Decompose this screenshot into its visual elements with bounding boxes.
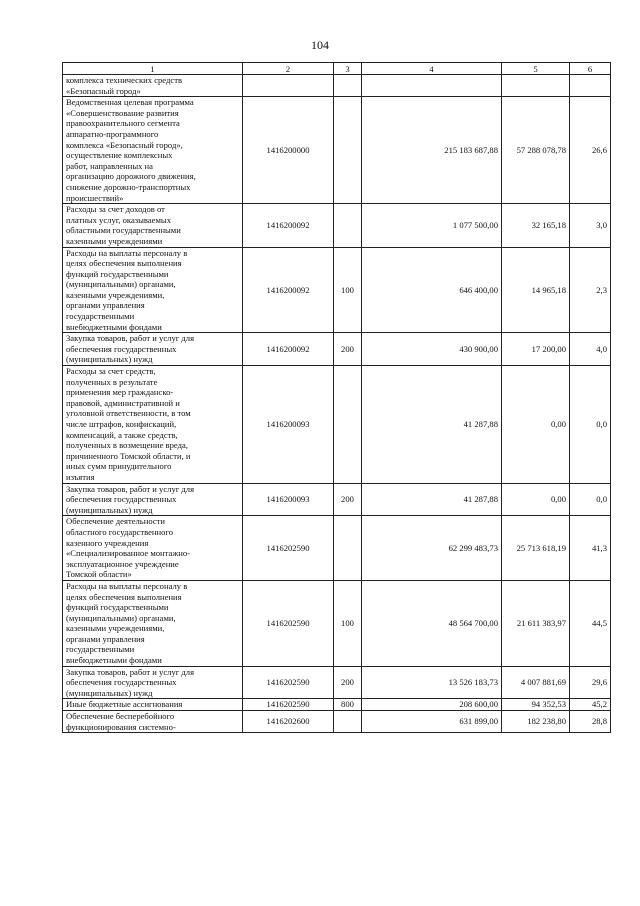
row-code-cell: 1416202590	[243, 516, 334, 581]
row-code-cell	[243, 75, 334, 97]
row-executed-amount-cell: 25 713 618,19	[502, 516, 570, 581]
row-code-cell: 1416202600	[243, 711, 334, 733]
row-executed-amount-cell: 4 007 881,69	[502, 666, 570, 699]
budget-table	[62, 62, 611, 733]
row-name-cell: Закупка товаров, работ и услуг для обеспечения государственных (муниципальных) нужд	[63, 333, 243, 366]
row-plan-amount-cell: 13 526 183,73	[362, 666, 502, 699]
table-row	[63, 516, 611, 581]
row-expense-type-cell	[334, 516, 362, 581]
row-plan-amount-cell: 208 600,00	[362, 699, 502, 711]
row-expense-type-cell: 200	[334, 666, 362, 699]
table-row	[63, 97, 611, 204]
row-code-cell: 1416202590	[243, 580, 334, 666]
row-expense-type-cell	[334, 366, 362, 484]
table-row	[63, 366, 611, 484]
table-row	[63, 75, 611, 97]
row-percent-cell: 41,3	[570, 516, 611, 581]
row-name-cell: Расходы за счет доходов от платных услуг, оказываемых областными государственными казенными учреждениями	[63, 204, 243, 247]
row-executed-amount-cell: 21 611 383,97	[502, 580, 570, 666]
page-number: 104	[311, 38, 329, 52]
row-code-cell: 1416200092	[243, 333, 334, 366]
row-code-cell: 1416200000	[243, 97, 334, 204]
row-percent-cell: 0,0	[570, 483, 611, 516]
row-percent-cell	[570, 75, 611, 97]
row-plan-amount-cell: 48 564 700,00	[362, 580, 502, 666]
row-name-cell: комплекса технических средств «Безопасный город»	[63, 75, 243, 97]
row-percent-cell: 4,0	[570, 333, 611, 366]
column-header: 3	[334, 63, 362, 75]
table-row	[63, 580, 611, 666]
row-expense-type-cell	[334, 204, 362, 247]
row-expense-type-cell: 200	[334, 333, 362, 366]
row-expense-type-cell: 800	[334, 699, 362, 711]
row-plan-amount-cell: 41 287,88	[362, 483, 502, 516]
table-row	[63, 247, 611, 333]
row-percent-cell: 29,6	[570, 666, 611, 699]
column-header: 2	[243, 63, 334, 75]
row-name-cell: Расходы на выплаты персоналу в целях обеспечения выполнения функций государственными (муниципальными) органами, казенными учреждениями, органами управления государственными внебюджетными фондами	[63, 247, 243, 333]
row-plan-amount-cell: 430 900,00	[362, 333, 502, 366]
row-plan-amount-cell: 631 899,00	[362, 711, 502, 733]
row-percent-cell: 45,2	[570, 699, 611, 711]
row-executed-amount-cell: 17 200,00	[502, 333, 570, 366]
row-name-cell: Расходы на выплаты персоналу в целях обеспечения выполнения функций государственными (муниципальными) органами, казенными учреждениями, органами управления государственными внебюджетными фондами	[63, 580, 243, 666]
row-code-cell: 1416200092	[243, 204, 334, 247]
table-header-row	[63, 63, 611, 75]
row-expense-type-cell	[334, 711, 362, 733]
table-row	[63, 699, 611, 711]
row-code-cell: 1416200093	[243, 483, 334, 516]
row-percent-cell: 44,5	[570, 580, 611, 666]
row-expense-type-cell: 100	[334, 247, 362, 333]
row-name-cell: Расходы за счет средств, полученных в результате применения мер гражданско- правовой, административной и уголовной ответственности, в том числе штрафов, конфискаций, компенсаций, а также средств, полученных в возмещение вреда, причиненного Томской области, и иных сумм принудительного изъятия	[63, 366, 243, 484]
row-executed-amount-cell: 57 288 078,78	[502, 97, 570, 204]
row-code-cell: 1416202590	[243, 699, 334, 711]
table-row	[63, 204, 611, 247]
row-plan-amount-cell: 41 287,88	[362, 366, 502, 484]
row-plan-amount-cell: 215 183 687,88	[362, 97, 502, 204]
row-code-cell: 1416200092	[243, 247, 334, 333]
row-executed-amount-cell: 32 165,18	[502, 204, 570, 247]
row-plan-amount-cell: 62 299 483,73	[362, 516, 502, 581]
table-row	[63, 333, 611, 366]
table-row	[63, 666, 611, 699]
row-executed-amount-cell: 0,00	[502, 483, 570, 516]
row-name-cell: Закупка товаров, работ и услуг для обеспечения государственных (муниципальных) нужд	[63, 483, 243, 516]
column-header: 1	[63, 63, 243, 75]
row-expense-type-cell: 100	[334, 580, 362, 666]
row-code-cell: 1416202590	[243, 666, 334, 699]
row-percent-cell: 2,3	[570, 247, 611, 333]
row-percent-cell: 0,0	[570, 366, 611, 484]
row-executed-amount-cell: 182 238,80	[502, 711, 570, 733]
row-name-cell: Обеспечение бесперебойного функционирования системно-	[63, 711, 243, 733]
row-executed-amount-cell: 0,00	[502, 366, 570, 484]
row-plan-amount-cell: 1 077 500,00	[362, 204, 502, 247]
row-expense-type-cell	[334, 75, 362, 97]
row-expense-type-cell	[334, 97, 362, 204]
column-header: 5	[502, 63, 570, 75]
row-executed-amount-cell	[502, 75, 570, 97]
column-header: 4	[362, 63, 502, 75]
row-plan-amount-cell	[362, 75, 502, 97]
row-name-cell: Иные бюджетные ассигнования	[63, 699, 243, 711]
row-executed-amount-cell: 94 352,53	[502, 699, 570, 711]
table-row	[63, 483, 611, 516]
table-row	[63, 711, 611, 733]
row-percent-cell: 3,0	[570, 204, 611, 247]
row-name-cell: Ведомственная целевая программа «Совершенствование развития правоохранительного сегмента аппаратно-программного комплекса «Безопасный город», осуществление комплексных работ, направленных на организацию дорожного движения, снижение дорожно-транспортных происшествий»	[63, 97, 243, 204]
row-percent-cell: 28,8	[570, 711, 611, 733]
row-expense-type-cell: 200	[334, 483, 362, 516]
row-plan-amount-cell: 646 400,00	[362, 247, 502, 333]
row-percent-cell: 26,6	[570, 97, 611, 204]
column-header: 6	[570, 63, 611, 75]
row-name-cell: Закупка товаров, работ и услуг для обеспечения государственных (муниципальных) нужд	[63, 666, 243, 699]
row-name-cell: Обеспечение деятельности областного государственного казенного учреждения «Специализированное монтажно- эксплуатационное учреждение Томской области»	[63, 516, 243, 581]
row-code-cell: 1416200093	[243, 366, 334, 484]
row-executed-amount-cell: 14 965,18	[502, 247, 570, 333]
